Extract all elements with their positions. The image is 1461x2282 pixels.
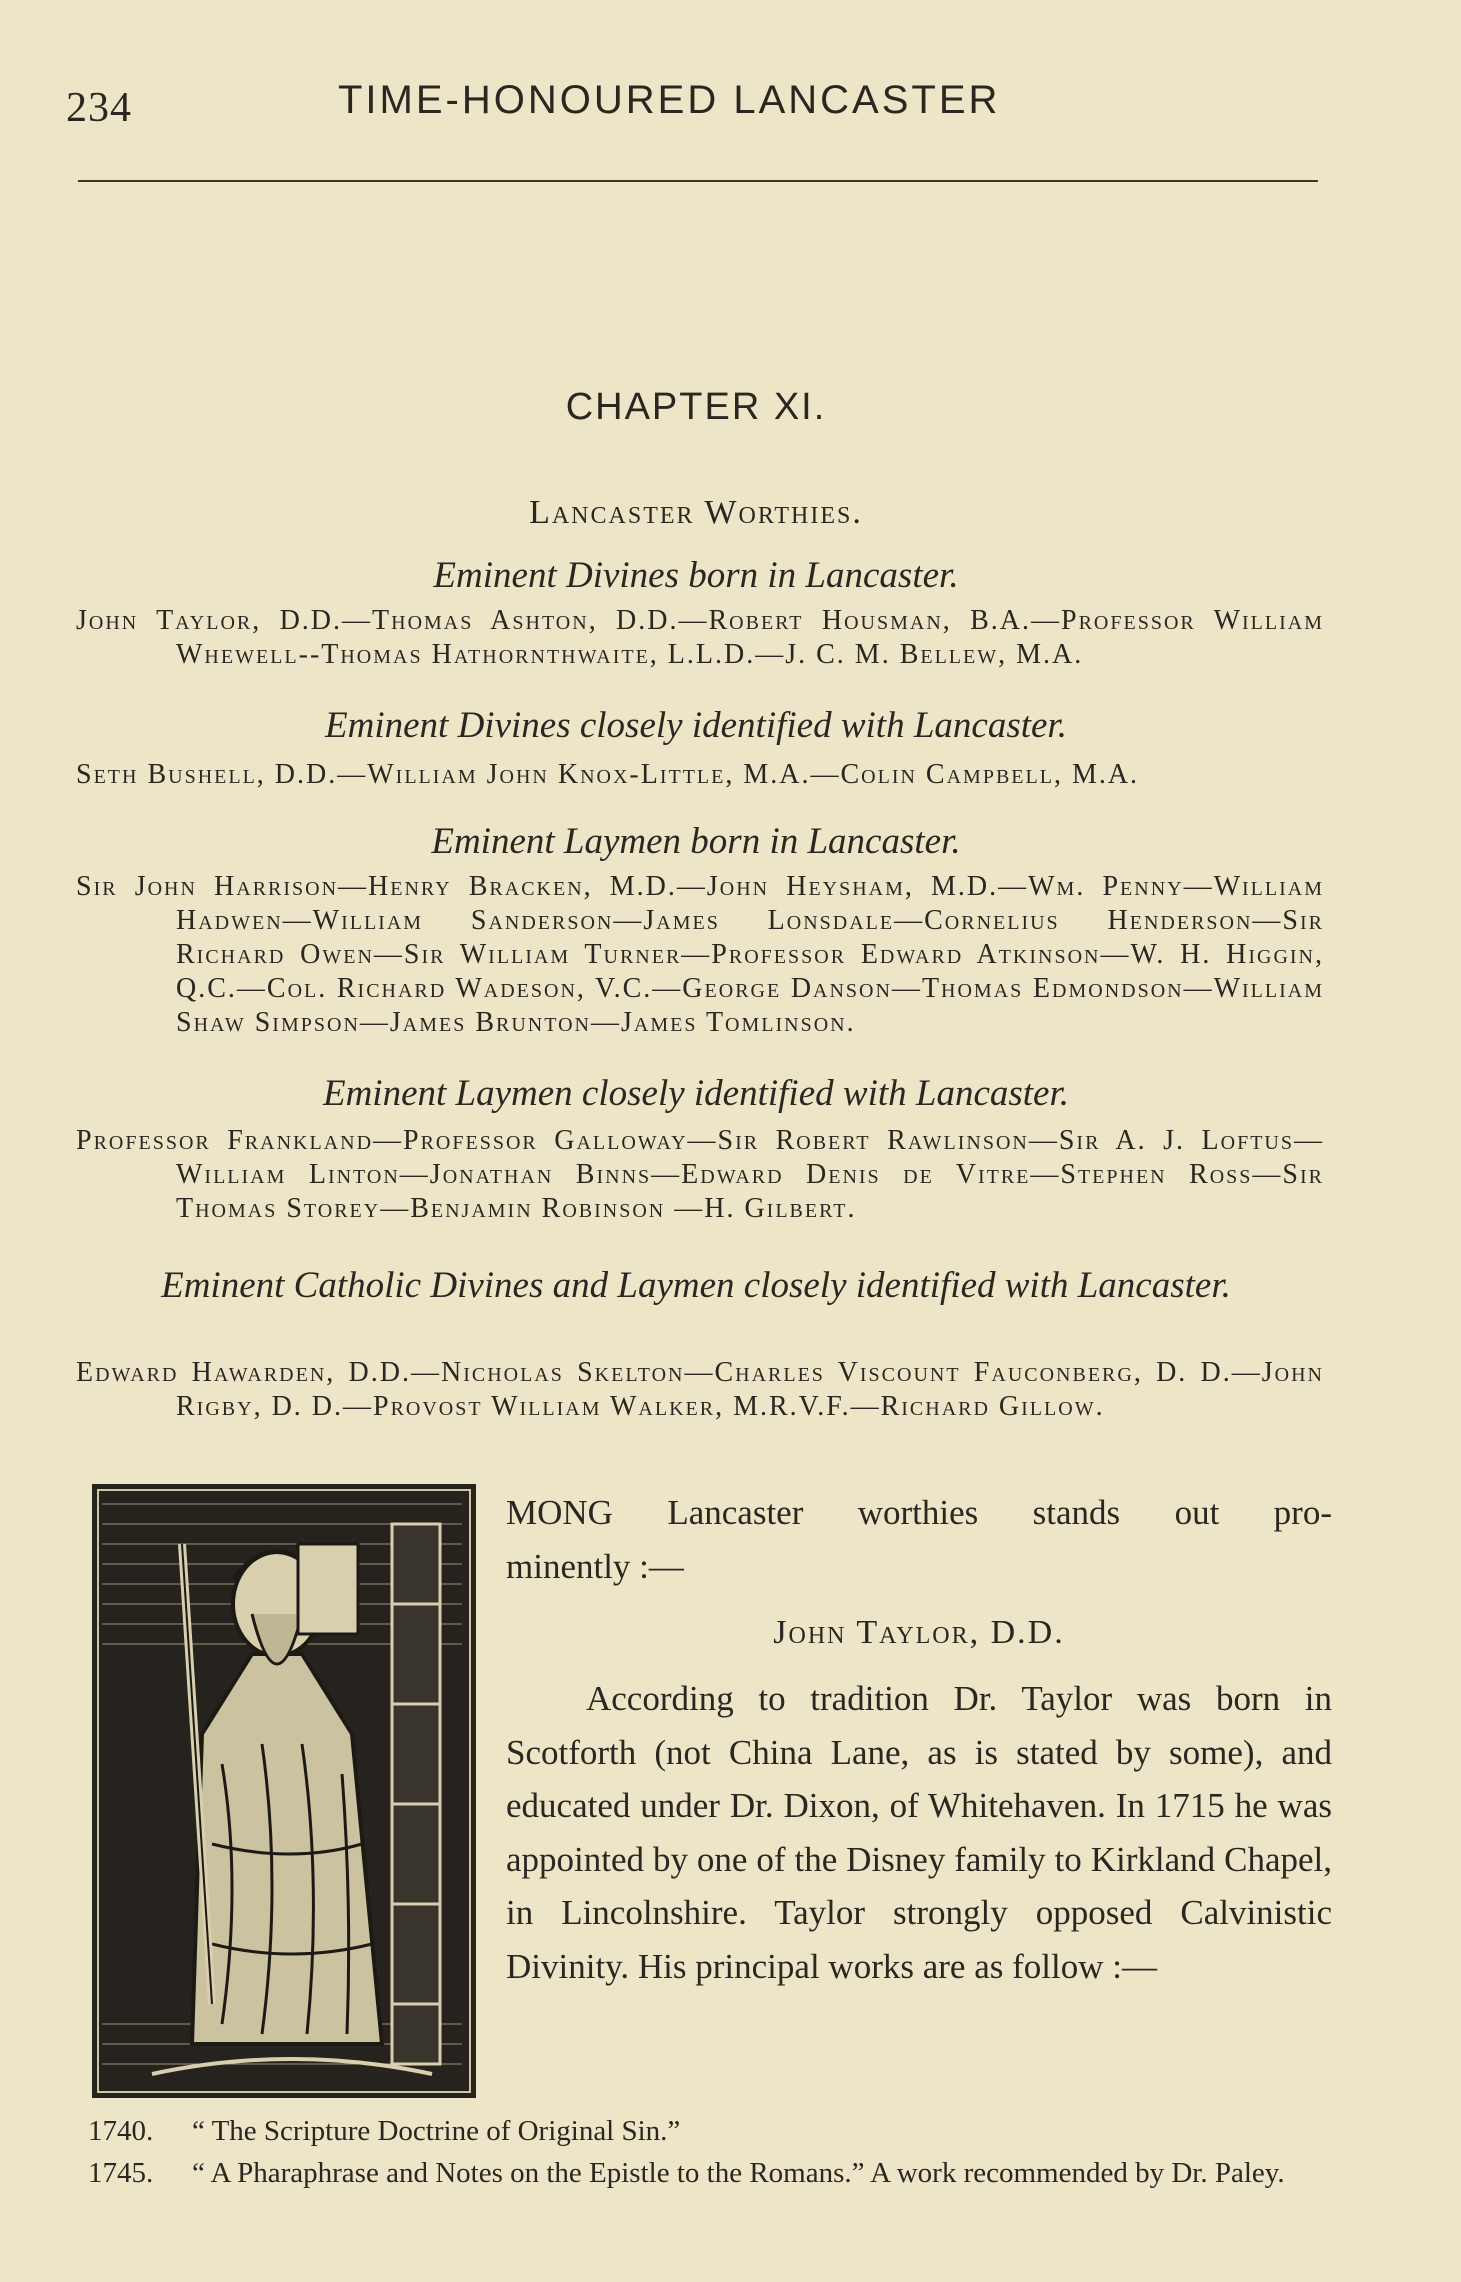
worthy-heading: John Taylor, D.D. — [773, 1614, 1065, 1651]
chapter-title: CHAPTER XI. — [565, 386, 827, 428]
group-heading: Eminent Laymen closely identified with Lancaster. — [322, 1073, 1070, 1114]
group-names: Sir John Harrison—Henry Bracken, M.D.—John Heysham, M.D.—Wm. Penny—William Hadwen—William Sanderson—James Lonsdale—Cornelius Henderson—Sir Richard Owen—Sir William Turner—Professor Edward Atkinson—W. H. Higgin, Q.C.—Col. Richard Wadeson, V.C.—George Danson—Thomas Edmondson—William Shaw Simpson—James Brunton—James Tomlinson. — [76, 871, 1324, 1038]
work-year: 1745. — [88, 2157, 154, 2189]
intro-line: minently :— — [506, 1547, 684, 1586]
work-title: “ The Scripture Doctrine of Original Sin.” — [192, 2115, 681, 2147]
running-head — [66, 78, 1316, 138]
work-title: “ A Pharaphrase and Notes on the Epistle to the Romans.” A work recommended by Dr. Paley. — [192, 2157, 1285, 2189]
header-rule — [78, 180, 1318, 182]
running-title: TIME-HONOURED LANCASTER — [338, 78, 1001, 122]
group-names: Edward Hawarden, D.D.—Nicholas Skelton—Charles Viscount Fauconberg, D. D.—John Rigby, D. D.—Provost William Walker, M.R.V.F.—Richard Gillow. — [76, 1357, 1324, 1422]
section-title: Lancaster Worthies. — [529, 494, 863, 531]
group-names: John Taylor, D.D.—Thomas Ashton, D.D.—Robert Housman, B.A.—Professor William Whewell--Thomas Hathornthwaite, L.L.D.—J. C. M. Bellew, M.A. — [76, 605, 1324, 670]
work-item — [88, 2156, 1328, 2190]
intro-line: MONG Lancaster worthies stands out pro- — [506, 1493, 1332, 1532]
work-year: 1740. — [88, 2115, 154, 2147]
page-number: 234 — [66, 85, 132, 131]
body-paragraph: According to tradition Dr. Taylor was born in Scotforth (not China Lane, as is stated by some), and educated under Dr. Dixon, of Whitehaven. In 1715 he was appointed by one of the Disney family to Kirkland Chapel, in Lincolnshire. Taylor strongly opposed Calvinistic Divinity. His principal works are as follow :— — [506, 1679, 1332, 1986]
woodcut-initial-A-seated-figure-icon — [92, 1484, 476, 2098]
group-heading: Eminent Divines born in Lancaster. — [433, 555, 959, 596]
group-names: Seth Bushell, D.D.—William John Knox-Little, M.A.—Colin Campbell, M.A. — [76, 759, 1140, 790]
work-item — [88, 2114, 1328, 2148]
group-heading: Eminent Divines closely identified with Lancaster. — [325, 705, 1067, 746]
works-list — [88, 2114, 1328, 2198]
group-names: Professor Frankland—Professor Galloway—Sir Robert Rawlinson—Sir A. J. Loftus—William Linton—Jonathan Binns—Edward Denis de Vitre—Stephen Ross—Sir Thomas Storey—Benjamin Robinson —H. Gilbert. — [76, 1125, 1324, 1224]
group-heading: Eminent Catholic Divines and Laymen closely identified with Lancaster. — [161, 1265, 1231, 1306]
woodcut-initial-illustration — [92, 1484, 476, 2098]
group-heading: Eminent Laymen born in Lancaster. — [431, 821, 961, 862]
